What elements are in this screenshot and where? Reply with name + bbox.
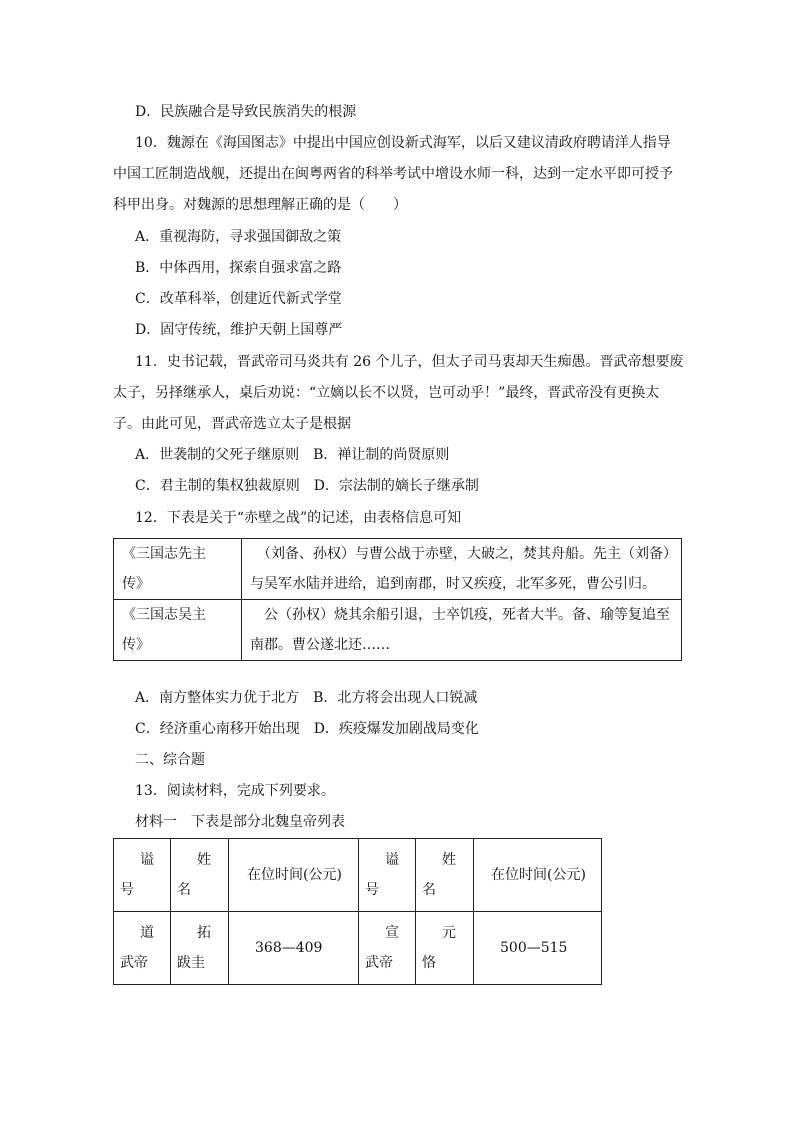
cell-posthumous-title: 宣 武帝 [359, 912, 416, 985]
q11-stem-line3: 子。由此可见，晋武帝选立太子是根据 [113, 416, 351, 432]
q10-option-d: D．固守传统，维护天朝上国尊严 [135, 322, 343, 338]
table-row [114, 600, 682, 661]
cell-reign: 368—409 [229, 912, 359, 985]
q11-stem-line1: 11．史书记载，晋武帝司马炎共有 26 个儿子，但太子司马衷却天生痴愚。晋武帝想要废 [135, 354, 684, 370]
table-row [114, 912, 602, 985]
table-cell-source: 《三国志吴主 传》 [114, 600, 242, 661]
cell-posthumous-title: 道 武帝 [114, 912, 171, 985]
q12-options-ab: A．南方整体实力优于北方 B．北方将会出现人口锐减 [135, 690, 478, 706]
header-reign: 在位时间(公元) [229, 839, 359, 912]
q10-option-a: A．重视海防，寻求强国御敌之策 [135, 229, 342, 245]
table-cell-text: （刘备、孙权）与曹公战于赤壁，大破之，焚其舟船。先主（刘备） 与吴军水陆并进给，追到南郡，时又疾疫，北军多死，曹公引归。 [242, 539, 682, 600]
q13-stem: 13．阅读材料，完成下列要求。 [135, 783, 335, 799]
table-row [114, 539, 682, 600]
q11-options-cd: C．君主制的集权独裁原则 D．宗法制的嫡长子继承制 [135, 478, 479, 494]
q12-options-cd: C．经济重心南移开始出现 D．疾疫爆发加剧战局变化 [135, 721, 479, 737]
cell-reign: 500—515 [474, 912, 602, 985]
q10-option-c: C．改革科举，创建近代新式学堂 [135, 291, 342, 307]
chibi-battle-table [113, 538, 682, 661]
header-posthumous-title: 谥 号 [359, 839, 416, 912]
q12-stem: 12．下表是关于“赤壁之战”的记述，由表格信息可知 [135, 510, 462, 526]
cell-name: 元 恪 [416, 912, 474, 985]
q10-option-b: B．中体西用，探索自强求富之路 [135, 260, 342, 276]
header-name: 姓 名 [416, 839, 474, 912]
table-cell-source: 《三国志先主 传》 [114, 539, 242, 600]
q10-stem-line3: 科甲出身。对魏源的思想理解正确的是（ ） [113, 197, 407, 213]
q11-stem-line2: 太子，另择继承人，桌后劝说：“立嫡以长不以贤，岂可动乎！”最终，晋武帝没有更换太 [113, 385, 660, 401]
table-cell-text: 公（孙权）烧其余船引退，士卒饥疫，死者大半。备、瑜等复追至 南郡。曹公遂北还…… [242, 600, 682, 661]
q11-options-ab: A．世袭制的父死子继原则 B．禅让制的尚贤原则 [135, 447, 450, 463]
q9-option-d: D．民族融合是导致民族消失的根源 [135, 104, 357, 120]
header-reign: 在位时间(公元) [474, 839, 602, 912]
header-posthumous-title: 谥 号 [114, 839, 171, 912]
q13-material-1: 材料一 下表是部分北魏皇帝列表 [135, 814, 345, 830]
q10-stem-line1: 10．魏源在《海国图志》中提出中国应创设新式海军，以后又建议清政府聘请洋人指导 [135, 135, 671, 151]
cell-name: 拓 跋圭 [171, 912, 229, 985]
q10-stem-line2: 中国工匠制造战舰，还提出在闽粤两省的科举考试中增设水师一科，达到一定水平即可授予 [113, 166, 673, 182]
section-heading: 二、综合题 [135, 752, 205, 768]
header-name: 姓 名 [171, 839, 229, 912]
northern-wei-emperors-table [113, 838, 602, 985]
table-header-row [114, 839, 602, 912]
